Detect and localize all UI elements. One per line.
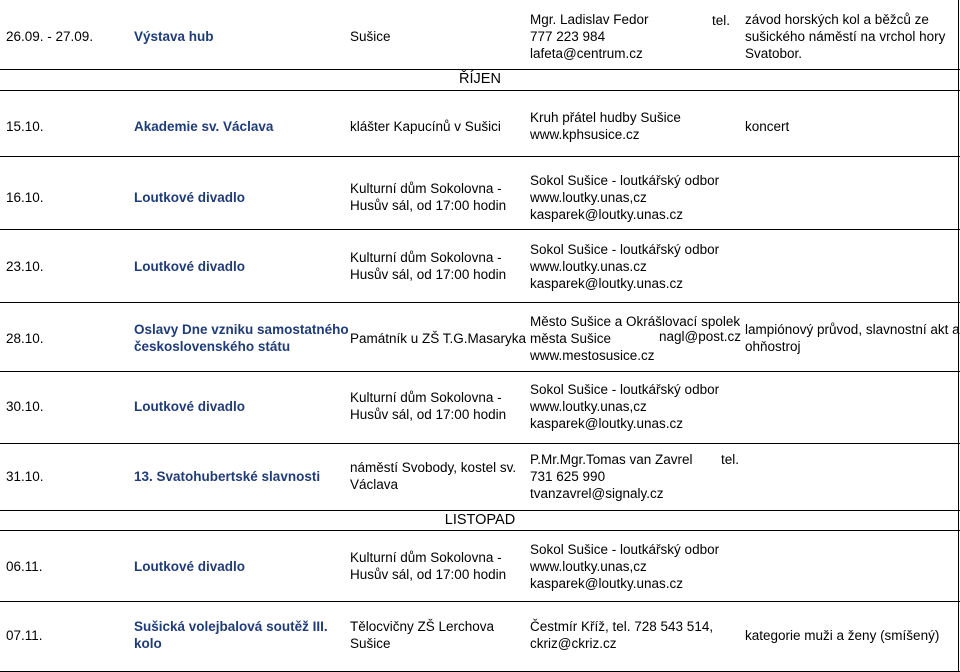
organizer-tel-label: tel. <box>721 452 740 467</box>
month-header-november: LISTOPAD <box>444 512 516 528</box>
event-organizer: P.Mr.Mgr.Tomas van Zavrel 731 625 990 tvanzavrel@signaly.cz <box>530 451 693 501</box>
row-divider <box>0 90 960 91</box>
month-header-october: ŘÍJEN <box>459 71 501 87</box>
row-divider <box>0 302 960 303</box>
event-organizer: Mgr. Ladislav Fedor 777 223 984 lafeta@centrum.cz <box>530 11 649 61</box>
event-date: 31.10. <box>6 468 44 484</box>
event-name: Výstava hub <box>134 28 214 44</box>
event-name: 13. Svatohubertské slavnosti <box>134 468 321 484</box>
event-place: Kulturní dům Sokolovna - Husův sál, od 17:00 hodin <box>350 250 507 282</box>
organizer-email: nagl@post.cz <box>659 329 741 344</box>
event-name: Loutkové divadlo <box>134 398 246 414</box>
event-date: 23.10. <box>6 258 44 274</box>
event-date: 06.11. <box>6 558 43 574</box>
organizer-tel-label: tel. <box>712 13 731 28</box>
event-note: závod horských kol a běžců ze sušického náměstí na vrchol hory Svatobor. <box>745 11 946 61</box>
event-place: klášter Kapucínů v Sušici <box>350 118 501 134</box>
event-place: Kulturní dům Sokolovna - Husův sál, od 17:00 hodin <box>350 390 507 422</box>
row-divider <box>0 69 960 70</box>
event-date: 28.10. <box>6 330 44 346</box>
event-note: kategorie muži a ženy (smíšený) <box>745 627 940 643</box>
event-name: Loutkové divadlo <box>134 258 246 274</box>
event-place: Tělocvičny ZŠ Lerchova Sušice <box>350 619 495 651</box>
event-name: Loutkové divadlo <box>134 558 246 574</box>
event-name: Loutkové divadlo <box>134 189 246 205</box>
row-divider <box>0 443 960 444</box>
event-date: 07.11. <box>6 627 43 643</box>
event-name: Oslavy Dne vzniku samostatného československého státu <box>134 322 349 354</box>
row-divider <box>0 530 960 531</box>
event-organizer: Město Sušice a Okrášlovací spolek města Sušice www.mestosusice.cz <box>530 313 741 363</box>
row-divider <box>0 601 960 602</box>
event-organizer: Sokol Sušice - loutkářský odbor www.loutky.unas,cz kasparek@loutky.unas.cz <box>530 381 720 431</box>
event-place: Sušice <box>350 28 391 44</box>
event-organizer: Sokol Sušice - loutkářský odbor www.loutky.unas,cz kasparek@loutky.unas.cz <box>530 172 720 222</box>
event-organizer: Sokol Sušice - loutkářský odbor www.loutky.unas,cz kasparek@loutky.unas.cz <box>530 541 720 591</box>
row-divider <box>0 156 960 157</box>
event-organizer: Kruh přátel hudby Sušice www.kphsusice.cz <box>530 110 681 142</box>
event-organizer: Čestmír Kříž, tel. 728 543 514, ckriz@ckriz.cz <box>530 619 714 651</box>
event-date: 30.10. <box>6 398 44 414</box>
row-divider <box>0 510 960 511</box>
event-name: Sušická volejbalová soutěž III. kolo <box>134 619 328 651</box>
event-place: náměstí Svobody, kostel sv. Václava <box>350 460 517 492</box>
event-place: Kulturní dům Sokolovna - Husův sál, od 17:00 hodin <box>350 550 507 582</box>
event-name: Akademie sv. Václava <box>134 118 274 134</box>
event-place: Kulturní dům Sokolovna - Husův sál, od 17:00 hodin <box>350 181 507 213</box>
event-date: 15.10. <box>6 118 44 134</box>
event-organizer: Sokol Sušice - loutkářský odbor www.loutky.unas.cz kasparek@loutky.unas.cz <box>530 241 720 291</box>
event-date: 26.09. - 27.09. <box>6 28 94 44</box>
row-divider <box>0 229 960 230</box>
event-date: 16.10. <box>6 189 44 205</box>
event-note: koncert <box>745 118 790 134</box>
row-divider <box>0 371 960 372</box>
event-note: lampiónový průvod, slavnostní akt a ohňostroj <box>745 322 960 354</box>
event-place: Památník u ZŠ T.G.Masaryka <box>350 330 527 346</box>
